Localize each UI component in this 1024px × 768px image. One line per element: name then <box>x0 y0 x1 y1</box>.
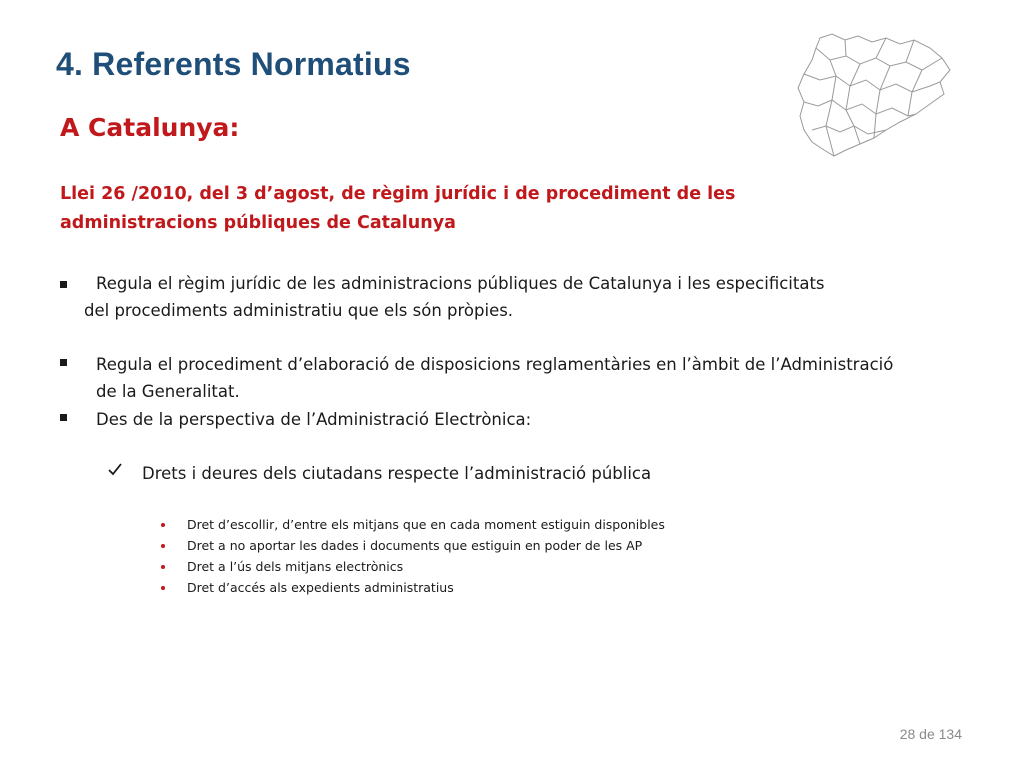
bullet-2-line-2: de la Generalitat. <box>96 382 240 401</box>
square-bullet-icon <box>60 281 67 288</box>
list-item: Dret d’escollir, d’entre els mitjans que en cada moment estiguin disponibles <box>187 517 665 532</box>
dot-bullet-icon <box>161 586 165 590</box>
dot-bullet-icon <box>161 565 165 569</box>
bullet-1-line-2: del procediments administratiu que els són pròpies. <box>84 301 514 320</box>
checkmark-icon <box>107 461 123 477</box>
list-item: Dret d’accés als expedients administratius <box>187 580 454 595</box>
page-number: 28 de 134 <box>899 726 962 742</box>
square-bullet-icon <box>60 359 67 366</box>
square-bullet-icon <box>60 414 67 421</box>
list-item: Dret a l’ús dels mitjans electrònics <box>187 559 404 574</box>
sub-bullet-heading: Drets i deures dels ciutadans respecte l’administració pública <box>142 464 652 483</box>
page-title: 4. Referents Normatius <box>56 46 411 82</box>
bullet-1-line-1: Regula el règim jurídic de les administracions públiques de Catalunya i les especificitats <box>96 274 825 293</box>
catalonia-map-icon <box>790 30 960 160</box>
section-subtitle: A Catalunya: <box>60 113 240 142</box>
bullet-2-line-1: Regula el procediment d’elaboració de disposicions reglamentàries en l’àmbit de l’Administració <box>96 355 894 374</box>
bullet-3-line-1: Des de la perspectiva de l’Administració Electrònica: <box>96 410 532 429</box>
dot-bullet-icon <box>161 544 165 548</box>
list-item: Dret a no aportar les dades i documents que estiguin en poder de les AP <box>187 538 643 553</box>
law-heading-line-1: Llei 26 /2010, del 3 d’agost, de règim jurídic i de procediment de les <box>60 184 736 204</box>
dot-bullet-icon <box>161 523 165 527</box>
law-heading <box>60 180 820 238</box>
law-heading-line-2: administracions públiques de Catalunya <box>60 213 456 233</box>
